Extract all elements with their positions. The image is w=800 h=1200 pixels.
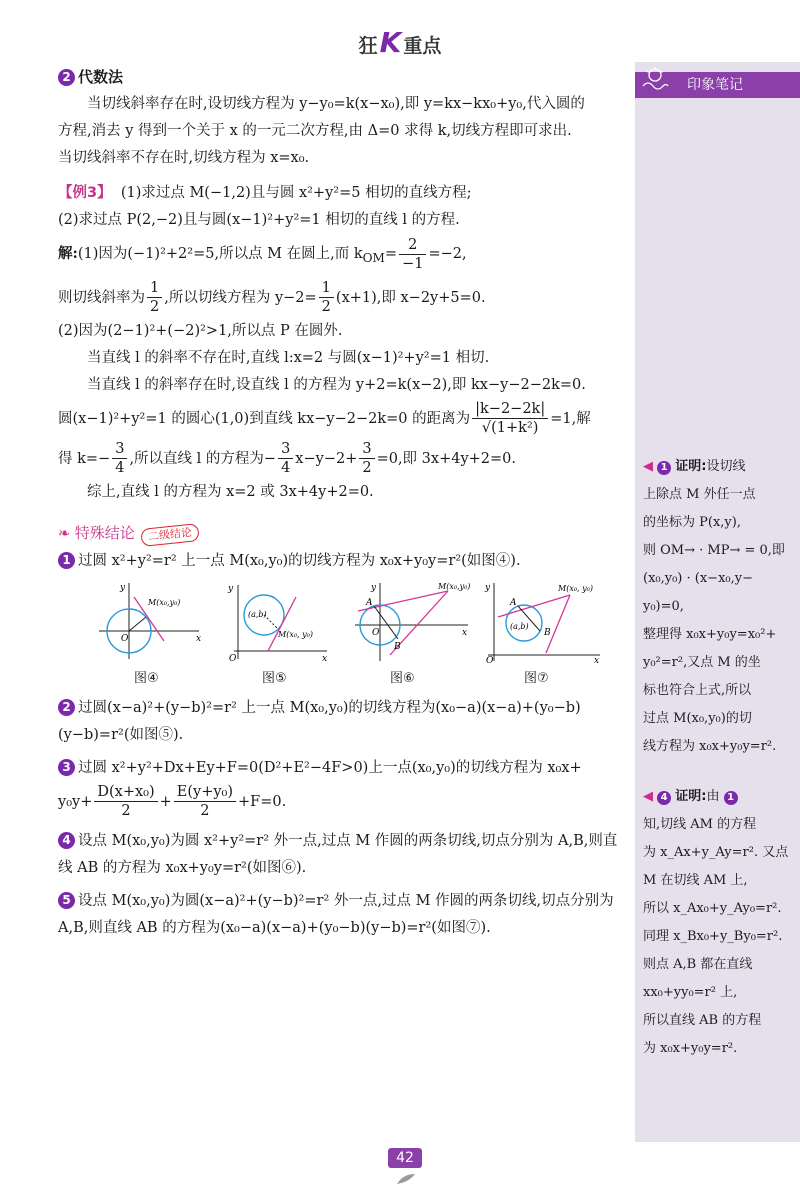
fraction-denominator: 4 <box>115 460 125 477</box>
solution-line-8: 综上,直线 l 的方程为 x=2 或 3x+4y+2=0. <box>87 483 374 500</box>
sol2-b: ,所以切线方程为 y−2= <box>164 289 317 306</box>
figure-4 <box>94 581 204 663</box>
fraction <box>472 400 548 437</box>
fraction-denominator: √(1+k²) <box>481 420 539 437</box>
figures-row <box>58 581 628 691</box>
fraction <box>174 783 236 820</box>
method2-number: 2 <box>58 69 75 86</box>
fraction-numerator: 3 <box>359 440 374 459</box>
conclusion-4-number: 4 <box>58 832 75 849</box>
fig6-label-a: A <box>366 597 373 608</box>
note-1 <box>643 453 795 761</box>
side-notes <box>643 453 795 1063</box>
sol2-c: (x+1),即 x−2y+5=0. <box>335 289 486 306</box>
brand-title <box>0 26 800 59</box>
note-4-number: 4 <box>657 791 671 805</box>
fraction-denominator: 2 <box>321 299 331 316</box>
note-1-line: 的坐标为 P(x,y), <box>643 515 741 530</box>
fraction <box>94 783 157 820</box>
solution-line-4: 当直线 l 的斜率不存在时,直线 l:x=2 与圆(x−1)²+y²=1 相切. <box>87 349 490 366</box>
fig7-label-center: (a,b) <box>510 621 529 631</box>
fig5-label-x: x <box>322 653 328 663</box>
method2-title: 代数法 <box>78 68 124 86</box>
conclusion-2-text: 过圆(x−a)²+(y−b)²=r² 上一点 M(x₀,y₀)的切线方程为(x₀−a)(x−a)+(y₀−b)(y−b)=r²(如图⑤). <box>58 699 581 743</box>
note-1-line: 上除点 M 外任一点 <box>643 487 756 502</box>
fig7-label-m: M(x₀, y₀) <box>558 583 593 593</box>
note-4-line: M 在切线 AM 上, <box>643 873 748 888</box>
sol1-sub: OM <box>362 250 385 265</box>
conclusion-5 <box>58 888 628 942</box>
fig4-label-y: y <box>120 582 126 593</box>
fraction-numerator: 3 <box>278 440 293 459</box>
special-badge: 二级结论 <box>140 523 200 547</box>
c3-plus: + <box>159 793 172 810</box>
sol7-d: =0,即 3x+4y+2=0. <box>376 450 516 467</box>
solution-line-7 <box>58 439 628 479</box>
fig4-label-x: x <box>196 633 202 644</box>
sol6-a: 圆(x−1)²+y²=1 的圆心(1,0)到直线 kx−y−2−2k=0 的距离为 <box>58 410 471 427</box>
brand-right: 重点 <box>403 35 442 57</box>
page-header <box>0 0 800 68</box>
figure-7-caption: 图⑦ <box>524 670 549 686</box>
fraction-numerator: 1 <box>147 279 162 298</box>
note-1-line: y₀²=r²,又点 M 的坐 <box>643 655 761 670</box>
fraction <box>147 279 162 316</box>
fraction-numerator: 2 <box>399 236 426 255</box>
note-4 <box>643 783 795 1063</box>
conclusion-3-text: 过圆 x²+y²+Dx+Ey+F=0(D²+E²−4F>0)上一点(x₀,y₀)的切线方程为 x₀x+ <box>78 759 582 776</box>
fraction <box>399 236 426 273</box>
conclusion-4-text: 设点 M(x₀,y₀)为圆 x²+y²=r² 外一点,过点 M 作圆的两条切线,切点分别为 A,B,则直线 AB 的方程为 x₀x+y₀y=r²(如图⑥). <box>58 832 618 876</box>
conclusion-4 <box>58 828 628 882</box>
conclusion-3-line-2 <box>58 782 628 822</box>
triangle-left-icon: ◀ <box>643 459 653 474</box>
note-1-line: 设切线 <box>706 459 746 474</box>
note-1-line: 线方程为 x₀x+y₀y=r². <box>643 739 777 754</box>
sidebar-header <box>635 72 800 98</box>
fraction-numerator: |k−2−2k| <box>472 400 548 419</box>
fraction-denominator: −1 <box>402 255 424 272</box>
fraction <box>278 440 293 477</box>
example-tag: 【例3】 <box>58 185 112 201</box>
note-4-line: 则点 A,B 都在直线 <box>643 957 753 972</box>
fraction-denominator: 2 <box>121 803 131 820</box>
note-1-line: 标也符合上式,所以 <box>643 683 752 698</box>
fraction-numerator: D(x+x₀) <box>94 783 157 802</box>
fig6-label-m: M(x₀,y₀) <box>438 581 470 591</box>
note-1-number: 1 <box>657 461 671 475</box>
c3-b: y₀y+ <box>58 793 93 810</box>
note-1-line: 过点 M(x₀,y₀)的切 <box>643 711 752 726</box>
note-4-line: 由 <box>706 789 720 804</box>
fig6-label-y: y <box>371 582 377 593</box>
method2-line-1: 当切线斜率存在时,设切线方程为 y−y₀=k(x−x₀),即 y=kx−kx₀+y₀,代入圆的 <box>87 96 585 112</box>
fig5-label-center: (a,b) <box>248 609 267 619</box>
solution-label: 解: <box>58 245 78 262</box>
sol6-b: =1,解 <box>550 410 591 427</box>
note-4-line: 为 x_Ax+y_Ay=r². 又点 <box>643 845 789 860</box>
note-4-line: xx₀+yy₀=r² 上, <box>643 985 738 1000</box>
note-1-title: 证明: <box>675 459 707 474</box>
fraction-numerator: 3 <box>112 440 127 459</box>
figure-5-caption: 图⑤ <box>262 670 287 686</box>
fig6-label-x: x <box>462 627 468 638</box>
note-1-line: 则 OM→ · MP→ = 0,即 <box>643 543 785 558</box>
fig5-label-o: O <box>229 653 237 663</box>
main-content <box>58 64 628 942</box>
conclusion-5-number: 5 <box>58 892 75 909</box>
fig7-label-x: x <box>594 655 600 663</box>
fig5-label-m: M(x₀, y₀) <box>278 629 313 639</box>
fig7-label-b: B <box>544 627 551 638</box>
figure-7 <box>484 581 604 663</box>
fig4-label-m: M(x₀,y₀) <box>148 597 181 607</box>
figure-5 <box>222 581 332 663</box>
sol7-c: x−y−2+ <box>295 450 358 467</box>
leaf-icon: ❧ <box>58 525 71 542</box>
fraction-numerator: 1 <box>319 279 334 298</box>
method2-line-2: 方程,消去 y 得到一个关于 x 的一元二次方程,由 Δ=0 求得 k,切线方程即可求出. <box>58 123 572 139</box>
fig7-label-a: A <box>510 597 517 608</box>
sol1-a: (1)因为(−1)²+2²=5,所以点 M 在圆上,而 k <box>77 246 363 262</box>
fig5-label-y: y <box>228 583 234 594</box>
solution-line-5: 当直线 l 的斜率存在时,设直线 l 的方程为 y+2=k(x−2),即 kx−y−2−2k=0. <box>87 376 586 393</box>
solution-line-2 <box>58 278 628 318</box>
note-4-line: 所以直线 AB 的方程 <box>643 1013 762 1028</box>
fraction-denominator: 2 <box>362 460 372 477</box>
sol1-c: =−2, <box>428 246 467 262</box>
note-4-ref-number: 1 <box>724 791 738 805</box>
fig7-label-y: y <box>485 582 491 593</box>
sidebar-title: 印象笔记 <box>687 77 743 93</box>
conclusion-2 <box>58 695 628 749</box>
fig4-label-o: O <box>121 633 129 644</box>
note-4-line: 同理 x_Bx₀+y_By₀=r². <box>643 929 783 944</box>
fraction-numerator: E(y+y₀) <box>174 783 236 802</box>
conclusion-3 <box>58 755 628 782</box>
note-4-line: 所以 x_Ax₀+y_Ay₀=r². <box>643 901 782 916</box>
special-title: 特殊结论 <box>74 523 135 542</box>
figure-6 <box>350 581 470 663</box>
figure-4-caption: 图④ <box>134 670 159 686</box>
brand-left: 狂 <box>358 35 378 57</box>
fraction-denominator: 2 <box>150 299 160 316</box>
fraction-denominator: 4 <box>281 460 291 477</box>
conclusion-3-number: 3 <box>58 759 75 776</box>
special-heading <box>58 520 628 548</box>
note-4-line: 知,切线 AM 的方程 <box>643 817 757 832</box>
fig6-label-o: O <box>372 627 380 638</box>
fraction <box>319 279 334 316</box>
fraction-denominator: 2 <box>200 803 210 820</box>
sol1-b: = <box>384 246 398 262</box>
fraction <box>359 440 374 477</box>
conclusion-2-number: 2 <box>58 699 75 716</box>
conclusion-1-number: 1 <box>58 552 75 569</box>
fraction <box>112 440 127 477</box>
page-number: 42 <box>388 1148 422 1168</box>
conclusion-5-text: 设点 M(x₀,y₀)为圆(x−a)²+(y−b)²=r² 外一点,过点 M 作圆的两条切线,切点分别为 A,B,则直线 AB 的方程为(x₀−a)(x−a)+(y₀−b)(y−b)=r²(如图⑦). <box>58 892 614 936</box>
note-1-line: (x₀,y₀) · (x−x₀,y− <box>643 571 753 586</box>
conclusion-1 <box>58 548 628 575</box>
solution-line-6 <box>58 399 628 439</box>
conclusion-1-text: 过圆 x²+y²=r² 上一点 M(x₀,y₀)的切线方程为 x₀x+y₀y=r²(如图④). <box>78 552 521 569</box>
example3-q2: (2)求过点 P(2,−2)且与圆(x−1)²+y²=1 相切的直线 l 的方程. <box>58 212 460 228</box>
c3-c: +F=0. <box>238 793 287 810</box>
sol7-b: ,所以直线 l 的方程为− <box>129 450 277 467</box>
note-1-line: y₀)=0, <box>643 599 684 614</box>
note-4-title: 证明: <box>675 789 707 804</box>
figure-6-caption: 图⑥ <box>390 670 415 686</box>
solution-line-3: (2)因为(2−1)²+(−2)²>1,所以点 P 在圆外. <box>58 322 343 339</box>
sun-cloud-icon <box>641 66 669 92</box>
method2-heading <box>58 64 628 91</box>
sol2-a: 则切线斜率为 <box>58 289 145 306</box>
triangle-left-icon: ◀ <box>643 789 653 804</box>
method2-line-3: 当切线斜率不存在时,切线方程为 x=x₀. <box>58 150 310 166</box>
note-1-line: 整理得 x₀x+y₀y=x₀²+ <box>643 627 777 642</box>
brand-k-logo: K <box>379 26 402 59</box>
example3-q1 <box>58 180 628 207</box>
note-4-line: 为 x₀x+y₀y=r². <box>643 1041 738 1056</box>
fig7-label-o: O <box>486 655 494 663</box>
leaf-ornament-icon <box>395 1172 417 1186</box>
solution-line-1 <box>58 234 628 278</box>
fig6-label-b: B <box>394 641 401 652</box>
example-q1-text: (1)求过点 M(−1,2)且与圆 x²+y²=5 相切的直线方程; <box>120 185 472 201</box>
sol7-a: 得 k=− <box>58 450 111 467</box>
